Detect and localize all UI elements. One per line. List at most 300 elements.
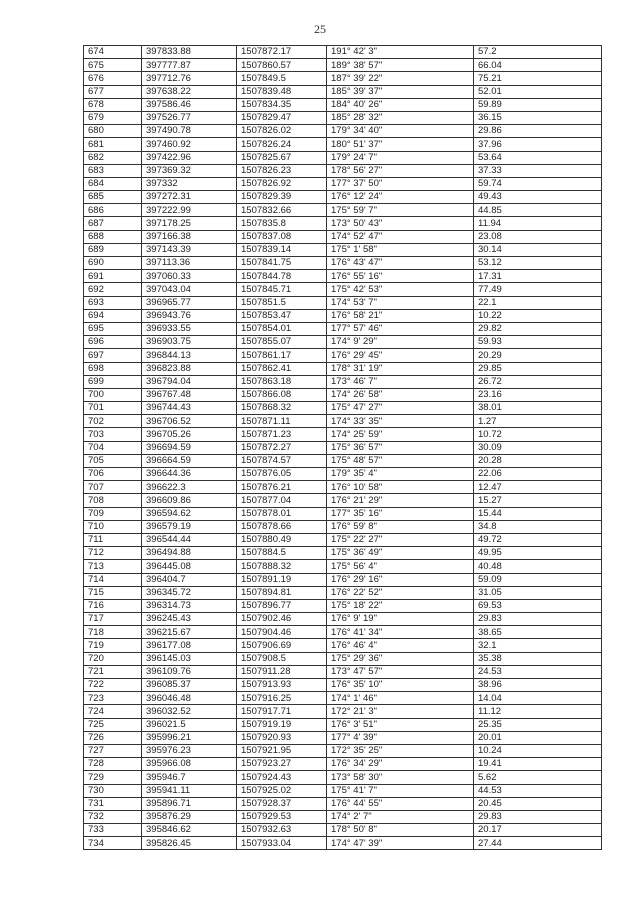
x-coordinate-cell: 396594.62 [142, 507, 237, 520]
table-row [84, 573, 602, 586]
direction-angle-cell: 174° 33' 35" [327, 415, 474, 428]
table-row [84, 837, 602, 850]
table-row [84, 85, 602, 98]
y-coordinate-cell: 1507933.04 [237, 837, 327, 850]
distance-cell: 20.01 [474, 731, 602, 744]
x-coordinate-cell: 397166.38 [142, 230, 237, 243]
direction-angle-cell: 174° 52' 47" [327, 230, 474, 243]
point-number-cell: 711 [84, 533, 142, 546]
y-coordinate-cell: 1507835.8 [237, 217, 327, 230]
distance-cell: 49.95 [474, 547, 602, 560]
direction-angle-cell: 173° 58' 30" [327, 771, 474, 784]
y-coordinate-cell: 1507874.57 [237, 454, 327, 467]
y-coordinate-cell: 1507861.17 [237, 349, 327, 362]
distance-cell: 49.43 [474, 191, 602, 204]
y-coordinate-cell: 1507854.01 [237, 322, 327, 335]
table-row [84, 204, 602, 217]
x-coordinate-cell: 397460.92 [142, 138, 237, 151]
point-number-cell: 734 [84, 837, 142, 850]
point-number-cell: 692 [84, 283, 142, 296]
x-coordinate-cell: 395976.23 [142, 744, 237, 757]
x-coordinate-cell: 396109.76 [142, 665, 237, 678]
y-coordinate-cell: 1507871.11 [237, 415, 327, 428]
direction-angle-cell: 176° 34' 29" [327, 758, 474, 771]
direction-angle-cell: 176° 59' 8" [327, 520, 474, 533]
y-coordinate-cell: 1507913.93 [237, 679, 327, 692]
x-coordinate-cell: 397143.39 [142, 243, 237, 256]
direction-angle-cell: 173° 47' 57" [327, 665, 474, 678]
direction-angle-cell: 176° 29' 45" [327, 349, 474, 362]
direction-angle-cell: 175° 18' 22" [327, 599, 474, 612]
distance-cell: 22.06 [474, 468, 602, 481]
x-coordinate-cell: 396705.26 [142, 428, 237, 441]
x-coordinate-cell: 397332 [142, 177, 237, 190]
distance-cell: 69.53 [474, 599, 602, 612]
direction-angle-cell: 175° 1' 58" [327, 243, 474, 256]
distance-cell: 29.83 [474, 613, 602, 626]
distance-cell: 59.09 [474, 573, 602, 586]
table-row [84, 586, 602, 599]
distance-cell: 23.16 [474, 388, 602, 401]
y-coordinate-cell: 1507872.27 [237, 441, 327, 454]
x-coordinate-cell: 397222.99 [142, 204, 237, 217]
distance-cell: 53.64 [474, 151, 602, 164]
distance-cell: 11.94 [474, 217, 602, 230]
y-coordinate-cell: 1507860.57 [237, 59, 327, 72]
distance-cell: 26.72 [474, 375, 602, 388]
direction-angle-cell: 174° 47' 39" [327, 837, 474, 850]
table-row [84, 441, 602, 454]
y-coordinate-cell: 1507866.08 [237, 388, 327, 401]
direction-angle-cell: 172° 35' 25" [327, 744, 474, 757]
point-number-cell: 709 [84, 507, 142, 520]
table-row [84, 362, 602, 375]
point-number-cell: 728 [84, 758, 142, 771]
point-number-cell: 729 [84, 771, 142, 784]
y-coordinate-cell: 1507826.23 [237, 164, 327, 177]
distance-cell: 35.38 [474, 652, 602, 665]
y-coordinate-cell: 1507916.25 [237, 692, 327, 705]
direction-angle-cell: 173° 50' 43" [327, 217, 474, 230]
point-number-cell: 680 [84, 125, 142, 138]
distance-cell: 19.41 [474, 758, 602, 771]
y-coordinate-cell: 1507923.27 [237, 758, 327, 771]
point-number-cell: 721 [84, 665, 142, 678]
direction-angle-cell: 187° 39' 22" [327, 72, 474, 85]
direction-angle-cell: 176° 21' 29" [327, 494, 474, 507]
point-number-cell: 730 [84, 784, 142, 797]
x-coordinate-cell: 396145.03 [142, 652, 237, 665]
y-coordinate-cell: 1507829.47 [237, 111, 327, 124]
distance-cell: 11.12 [474, 705, 602, 718]
table-row [84, 388, 602, 401]
x-coordinate-cell: 397272.31 [142, 191, 237, 204]
x-coordinate-cell: 396664.59 [142, 454, 237, 467]
point-number-cell: 726 [84, 731, 142, 744]
y-coordinate-cell: 1507902.46 [237, 613, 327, 626]
direction-angle-cell: 174° 2' 7" [327, 810, 474, 823]
y-coordinate-cell: 1507876.21 [237, 481, 327, 494]
x-coordinate-cell: 397833.88 [142, 46, 237, 59]
distance-cell: 20.29 [474, 349, 602, 362]
direction-angle-cell: 185° 39' 37" [327, 85, 474, 98]
y-coordinate-cell: 1507872.17 [237, 46, 327, 59]
table-row [84, 296, 602, 309]
point-number-cell: 678 [84, 98, 142, 111]
table-row [84, 257, 602, 270]
direction-angle-cell: 174° 25' 59" [327, 428, 474, 441]
point-number-cell: 695 [84, 322, 142, 335]
table-row [84, 810, 602, 823]
point-number-cell: 698 [84, 362, 142, 375]
distance-cell: 59.89 [474, 98, 602, 111]
table-row [84, 613, 602, 626]
y-coordinate-cell: 1507876.05 [237, 468, 327, 481]
distance-cell: 38.01 [474, 402, 602, 415]
x-coordinate-cell: 397060.33 [142, 270, 237, 283]
x-coordinate-cell: 396609.86 [142, 494, 237, 507]
y-coordinate-cell: 1507826.92 [237, 177, 327, 190]
table-row [84, 243, 602, 256]
point-number-cell: 718 [84, 626, 142, 639]
y-coordinate-cell: 1507825.67 [237, 151, 327, 164]
y-coordinate-cell: 1507826.24 [237, 138, 327, 151]
x-coordinate-cell: 396494.88 [142, 547, 237, 560]
point-number-cell: 674 [84, 46, 142, 59]
direction-angle-cell: 173° 46' 7" [327, 375, 474, 388]
y-coordinate-cell: 1507877.04 [237, 494, 327, 507]
point-number-cell: 714 [84, 573, 142, 586]
distance-cell: 49.72 [474, 533, 602, 546]
direction-angle-cell: 176° 43' 47" [327, 257, 474, 270]
y-coordinate-cell: 1507921.95 [237, 744, 327, 757]
distance-cell: 25.35 [474, 718, 602, 731]
x-coordinate-cell: 395876.29 [142, 810, 237, 823]
y-coordinate-cell: 1507839.48 [237, 85, 327, 98]
table-row [84, 824, 602, 837]
distance-cell: 20.45 [474, 797, 602, 810]
direction-angle-cell: 175° 22' 27" [327, 533, 474, 546]
distance-cell: 30.09 [474, 441, 602, 454]
direction-angle-cell: 177° 35' 16" [327, 507, 474, 520]
x-coordinate-cell: 396744.43 [142, 402, 237, 415]
direction-angle-cell: 174° 26' 58" [327, 388, 474, 401]
x-coordinate-cell: 396706.52 [142, 415, 237, 428]
direction-angle-cell: 176° 9' 19" [327, 613, 474, 626]
table-row [84, 520, 602, 533]
point-number-cell: 694 [84, 309, 142, 322]
y-coordinate-cell: 1507844.78 [237, 270, 327, 283]
table-row [84, 679, 602, 692]
direction-angle-cell: 172° 21' 3" [327, 705, 474, 718]
table-row [84, 507, 602, 520]
distance-cell: 59.74 [474, 177, 602, 190]
coordinates-table-body [84, 46, 602, 850]
x-coordinate-cell: 396445.08 [142, 560, 237, 573]
y-coordinate-cell: 1507853.47 [237, 309, 327, 322]
table-row [84, 283, 602, 296]
y-coordinate-cell: 1507837.08 [237, 230, 327, 243]
distance-cell: 40.48 [474, 560, 602, 573]
table-row [84, 230, 602, 243]
distance-cell: 34.8 [474, 520, 602, 533]
distance-cell: 1.27 [474, 415, 602, 428]
table-row [84, 428, 602, 441]
y-coordinate-cell: 1507834.35 [237, 98, 327, 111]
y-coordinate-cell: 1507891.19 [237, 573, 327, 586]
table-row [84, 626, 602, 639]
x-coordinate-cell: 396404.7 [142, 573, 237, 586]
direction-angle-cell: 176° 35' 10" [327, 679, 474, 692]
x-coordinate-cell: 397178.25 [142, 217, 237, 230]
distance-cell: 17.31 [474, 270, 602, 283]
distance-cell: 22.1 [474, 296, 602, 309]
point-number-cell: 719 [84, 639, 142, 652]
distance-cell: 15.27 [474, 494, 602, 507]
distance-cell: 37.33 [474, 164, 602, 177]
x-coordinate-cell: 396579.19 [142, 520, 237, 533]
y-coordinate-cell: 1507896.77 [237, 599, 327, 612]
y-coordinate-cell: 1507906.69 [237, 639, 327, 652]
distance-cell: 23.08 [474, 230, 602, 243]
distance-cell: 37.96 [474, 138, 602, 151]
y-coordinate-cell: 1507868.32 [237, 402, 327, 415]
y-coordinate-cell: 1507894.81 [237, 586, 327, 599]
table-row [84, 322, 602, 335]
direction-angle-cell: 184° 40' 26" [327, 98, 474, 111]
x-coordinate-cell: 396314.73 [142, 599, 237, 612]
direction-angle-cell: 174° 9' 29" [327, 336, 474, 349]
x-coordinate-cell: 396046.48 [142, 692, 237, 705]
table-row [84, 481, 602, 494]
table-row [84, 692, 602, 705]
direction-angle-cell: 176° 29' 16" [327, 573, 474, 586]
table-row [84, 309, 602, 322]
point-number-cell: 704 [84, 441, 142, 454]
point-number-cell: 722 [84, 679, 142, 692]
y-coordinate-cell: 1507919.19 [237, 718, 327, 731]
page-number: 25 [314, 22, 326, 36]
x-coordinate-cell: 397777.87 [142, 59, 237, 72]
distance-cell: 10.72 [474, 428, 602, 441]
distance-cell: 59.93 [474, 336, 602, 349]
table-row [84, 784, 602, 797]
x-coordinate-cell: 396794.04 [142, 375, 237, 388]
table-row [84, 98, 602, 111]
point-number-cell: 688 [84, 230, 142, 243]
y-coordinate-cell: 1507849.5 [237, 72, 327, 85]
distance-cell: 38.96 [474, 679, 602, 692]
distance-cell: 10.24 [474, 744, 602, 757]
table-row [84, 758, 602, 771]
direction-angle-cell: 174° 1' 46" [327, 692, 474, 705]
point-number-cell: 705 [84, 454, 142, 467]
point-number-cell: 724 [84, 705, 142, 718]
distance-cell: 52.01 [474, 85, 602, 98]
y-coordinate-cell: 1507863.18 [237, 375, 327, 388]
distance-cell: 12.47 [474, 481, 602, 494]
x-coordinate-cell: 397113.36 [142, 257, 237, 270]
table-row [84, 547, 602, 560]
x-coordinate-cell: 397422.96 [142, 151, 237, 164]
distance-cell: 10.22 [474, 309, 602, 322]
x-coordinate-cell: 397638.22 [142, 85, 237, 98]
y-coordinate-cell: 1507845.71 [237, 283, 327, 296]
direction-angle-cell: 176° 58' 21" [327, 309, 474, 322]
direction-angle-cell: 179° 34' 40" [327, 125, 474, 138]
y-coordinate-cell: 1507925.02 [237, 784, 327, 797]
y-coordinate-cell: 1507871.23 [237, 428, 327, 441]
table-row [84, 415, 602, 428]
x-coordinate-cell: 396644.36 [142, 468, 237, 481]
direction-angle-cell: 176° 41' 34" [327, 626, 474, 639]
distance-cell: 44.53 [474, 784, 602, 797]
x-coordinate-cell: 396965.77 [142, 296, 237, 309]
x-coordinate-cell: 395941.11 [142, 784, 237, 797]
point-number-cell: 717 [84, 613, 142, 626]
table-row [84, 46, 602, 59]
direction-angle-cell: 185° 28' 32" [327, 111, 474, 124]
y-coordinate-cell: 1507880.49 [237, 533, 327, 546]
point-number-cell: 686 [84, 204, 142, 217]
direction-angle-cell: 177° 4' 39" [327, 731, 474, 744]
distance-cell: 75.21 [474, 72, 602, 85]
x-coordinate-cell: 396903.75 [142, 336, 237, 349]
distance-cell: 44.85 [474, 204, 602, 217]
point-number-cell: 708 [84, 494, 142, 507]
table-row [84, 375, 602, 388]
distance-cell: 20.17 [474, 824, 602, 837]
y-coordinate-cell: 1507932.63 [237, 824, 327, 837]
distance-cell: 15.44 [474, 507, 602, 520]
direction-angle-cell: 176° 10' 58" [327, 481, 474, 494]
table-row [84, 639, 602, 652]
point-number-cell: 699 [84, 375, 142, 388]
distance-cell: 32.1 [474, 639, 602, 652]
point-number-cell: 675 [84, 59, 142, 72]
y-coordinate-cell: 1507929.53 [237, 810, 327, 823]
direction-angle-cell: 178° 31' 19" [327, 362, 474, 375]
direction-angle-cell: 175° 36' 57" [327, 441, 474, 454]
table-row [84, 72, 602, 85]
point-number-cell: 684 [84, 177, 142, 190]
direction-angle-cell: 175° 56' 4" [327, 560, 474, 573]
point-number-cell: 713 [84, 560, 142, 573]
y-coordinate-cell: 1507855.07 [237, 336, 327, 349]
point-number-cell: 723 [84, 692, 142, 705]
point-number-cell: 731 [84, 797, 142, 810]
direction-angle-cell: 176° 46' 4" [327, 639, 474, 652]
x-coordinate-cell: 397490.78 [142, 125, 237, 138]
x-coordinate-cell: 396345.72 [142, 586, 237, 599]
direction-angle-cell: 175° 59' 7" [327, 204, 474, 217]
point-number-cell: 732 [84, 810, 142, 823]
y-coordinate-cell: 1507884.5 [237, 547, 327, 560]
point-number-cell: 689 [84, 243, 142, 256]
point-number-cell: 715 [84, 586, 142, 599]
table-row [84, 771, 602, 784]
point-number-cell: 706 [84, 468, 142, 481]
distance-cell: 14.04 [474, 692, 602, 705]
table-row [84, 336, 602, 349]
table-row [84, 138, 602, 151]
direction-angle-cell: 180° 51' 37" [327, 138, 474, 151]
table-row [84, 191, 602, 204]
direction-angle-cell: 177° 57' 46" [327, 322, 474, 335]
table-row [84, 665, 602, 678]
direction-angle-cell: 176° 44' 55" [327, 797, 474, 810]
direction-angle-cell: 176° 12' 24" [327, 191, 474, 204]
x-coordinate-cell: 396767.48 [142, 388, 237, 401]
table-row [84, 111, 602, 124]
x-coordinate-cell: 397526.77 [142, 111, 237, 124]
x-coordinate-cell: 397586.46 [142, 98, 237, 111]
table-row [84, 349, 602, 362]
point-number-cell: 702 [84, 415, 142, 428]
table-row [84, 599, 602, 612]
distance-cell: 29.83 [474, 810, 602, 823]
x-coordinate-cell: 395946.7 [142, 771, 237, 784]
x-coordinate-cell: 396933.55 [142, 322, 237, 335]
x-coordinate-cell: 396544.44 [142, 533, 237, 546]
point-number-cell: 710 [84, 520, 142, 533]
direction-angle-cell: 176° 55' 16" [327, 270, 474, 283]
x-coordinate-cell: 396823.88 [142, 362, 237, 375]
x-coordinate-cell: 397043.04 [142, 283, 237, 296]
direction-angle-cell: 175° 41' 7" [327, 784, 474, 797]
table-row [84, 217, 602, 230]
distance-cell: 5.62 [474, 771, 602, 784]
direction-angle-cell: 175° 29' 36" [327, 652, 474, 665]
distance-cell: 29.82 [474, 322, 602, 335]
x-coordinate-cell: 396943.76 [142, 309, 237, 322]
distance-cell: 27.44 [474, 837, 602, 850]
table-row [84, 652, 602, 665]
distance-cell: 38.65 [474, 626, 602, 639]
point-number-cell: 716 [84, 599, 142, 612]
direction-angle-cell: 179° 35' 4" [327, 468, 474, 481]
table-row [84, 164, 602, 177]
y-coordinate-cell: 1507839.14 [237, 243, 327, 256]
table-row [84, 270, 602, 283]
y-coordinate-cell: 1507826.02 [237, 125, 327, 138]
point-number-cell: 687 [84, 217, 142, 230]
point-number-cell: 690 [84, 257, 142, 270]
distance-cell: 31.05 [474, 586, 602, 599]
direction-angle-cell: 175° 47' 27" [327, 402, 474, 415]
distance-cell: 29.86 [474, 125, 602, 138]
y-coordinate-cell: 1507862.41 [237, 362, 327, 375]
y-coordinate-cell: 1507888.32 [237, 560, 327, 573]
distance-cell: 66.04 [474, 59, 602, 72]
point-number-cell: 696 [84, 336, 142, 349]
x-coordinate-cell: 396245.43 [142, 613, 237, 626]
distance-cell: 36.15 [474, 111, 602, 124]
table-row [84, 454, 602, 467]
direction-angle-cell: 175° 42' 53" [327, 283, 474, 296]
y-coordinate-cell: 1507924.43 [237, 771, 327, 784]
table-row [84, 731, 602, 744]
point-number-cell: 727 [84, 744, 142, 757]
direction-angle-cell: 175° 36' 49" [327, 547, 474, 560]
direction-angle-cell: 179° 24' 7" [327, 151, 474, 164]
x-coordinate-cell: 396021.5 [142, 718, 237, 731]
y-coordinate-cell: 1507904.46 [237, 626, 327, 639]
distance-cell: 30.14 [474, 243, 602, 256]
distance-cell: 53.12 [474, 257, 602, 270]
x-coordinate-cell: 396085.37 [142, 679, 237, 692]
y-coordinate-cell: 1507832.66 [237, 204, 327, 217]
